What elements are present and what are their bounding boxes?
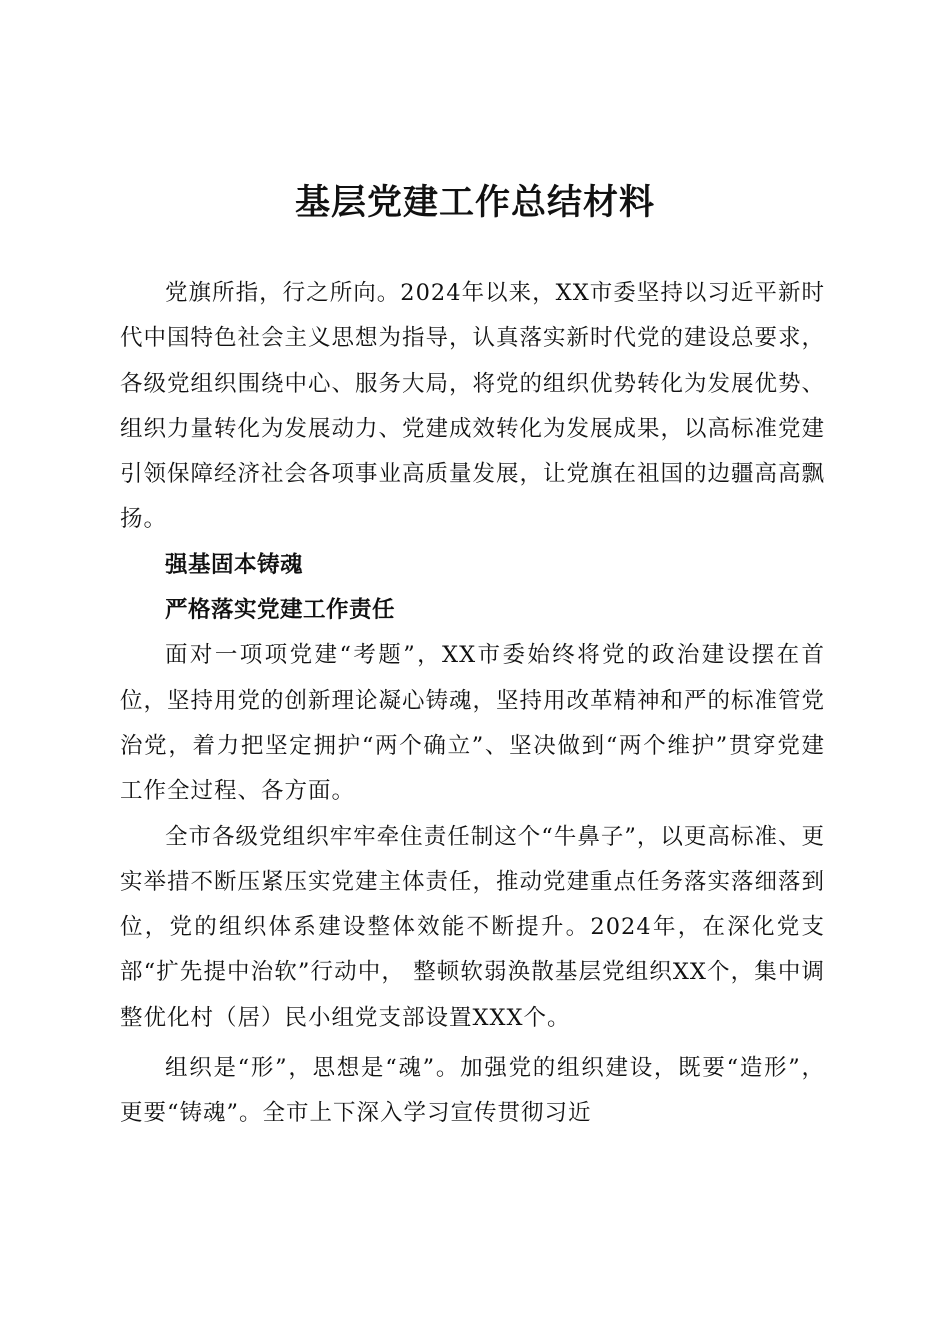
body-paragraph-2: 全市各级党组织牢牢牵住责任制这个“牛鼻子”，以更高标准、更实举措不断压紧压实党建主体责任，推动党建重点任务落实落细落到位，党的组织体系建设整体效能不断提升。2024年，在深化党支部“扩先提中治软”行动中， 整顿软弱涣散基层党组织XX个，集中调整优化村（居）民小组党支部设置XXX个。 (120, 823, 826, 1031)
document-title: 基层党建工作总结材料 (294, 182, 655, 223)
section-heading: 强基固本铸魂 (165, 551, 304, 578)
body-paragraph-3: 组织是“形”，思想是“魂”。加强党的组织建设，既要“造形”，更要“铸魂”。全市上下深入学习宣传贯彻习近 (120, 1055, 825, 1127)
document-body (120, 271, 825, 1137)
intro-paragraph: 党旗所指，行之所向。2024年以来，XX市委坚持以习近平新时代中国特色社会主义思想为指导，认真落实新时代党的建设总要求，各级党组织围绕中心、服务大局，将党的组织优势转化为发展优势、组织力量转化为发展动力、党建成效转化为发展成果，以高标准党建引领保障经济社会各项事业高质量发展，让党旗在祖国的边疆高高飘扬。 (120, 280, 826, 533)
subsection-heading: 严格落实党建工作责任 (165, 597, 396, 624)
body-paragraph-1: 面对一项项党建“考题”，XX市委始终将党的政治建设摆在首位，坚持用党的创新理论凝心铸魂，坚持用改革精神和严的标准管党治党，着力把坚定拥护“两个确立”、坚决做到“两个维护”贯穿党建工作全过程、各方面。 (120, 642, 826, 805)
